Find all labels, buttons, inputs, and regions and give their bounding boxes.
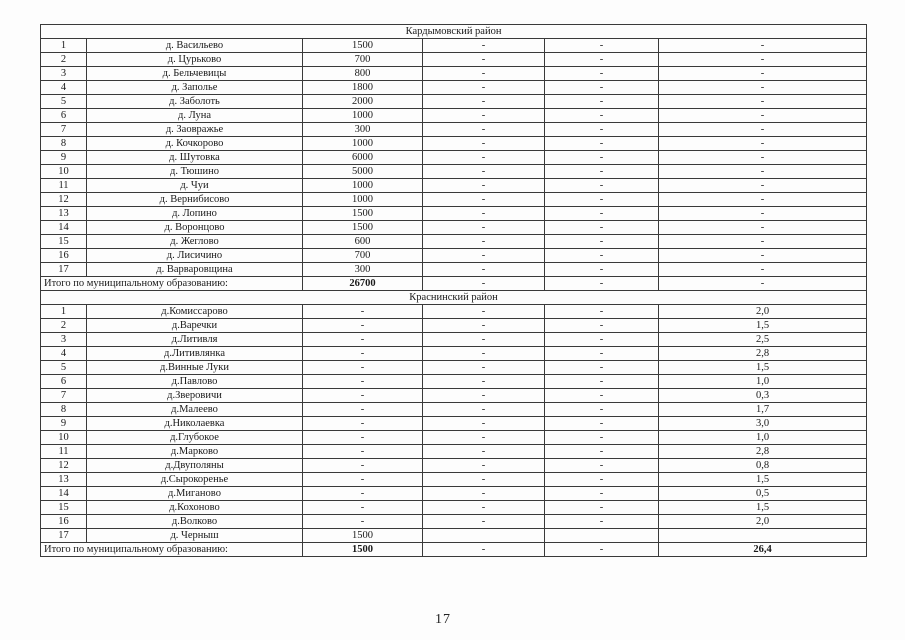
value-cell: - [659, 109, 867, 123]
settlement-name: д. Шутовка [87, 151, 303, 165]
value-cell: - [423, 179, 545, 193]
row-number: 1 [41, 39, 87, 53]
value-cell: - [545, 39, 659, 53]
settlement-name: д. Лопино [87, 207, 303, 221]
table-row [41, 305, 867, 319]
value-cell: - [545, 137, 659, 151]
table-row [41, 347, 867, 361]
table-row [41, 207, 867, 221]
value-cell: - [545, 389, 659, 403]
value-cell: 2,0 [659, 305, 867, 319]
row-number: 5 [41, 361, 87, 375]
settlement-name: д.Двуполяны [87, 459, 303, 473]
settlement-name: д. Васильево [87, 39, 303, 53]
value-cell: 300 [303, 263, 423, 277]
value-cell: - [659, 235, 867, 249]
table-row [41, 459, 867, 473]
value-cell: - [423, 347, 545, 361]
row-number: 13 [41, 473, 87, 487]
value-cell: - [659, 81, 867, 95]
row-number: 7 [41, 389, 87, 403]
settlement-name: д.Литивлянка [87, 347, 303, 361]
row-number: 16 [41, 249, 87, 263]
row-number: 8 [41, 137, 87, 151]
table-row [41, 151, 867, 165]
table-row [41, 123, 867, 137]
row-number: 12 [41, 193, 87, 207]
row-number: 11 [41, 179, 87, 193]
value-cell: 2,8 [659, 445, 867, 459]
table-row [41, 109, 867, 123]
settlement-name: д.Глубокое [87, 431, 303, 445]
value-cell: - [423, 165, 545, 179]
row-number: 17 [41, 529, 87, 543]
value-cell: 1,7 [659, 403, 867, 417]
table-row [41, 137, 867, 151]
table-row [41, 53, 867, 67]
value-cell: - [659, 207, 867, 221]
value-cell: - [545, 179, 659, 193]
value-cell: - [423, 53, 545, 67]
settlement-name: д.Миганово [87, 487, 303, 501]
value-cell: 0,3 [659, 389, 867, 403]
settlement-name: д.Павлово [87, 375, 303, 389]
settlement-name: д. Кочкорово [87, 137, 303, 151]
value-cell: - [545, 417, 659, 431]
value-cell: - [423, 151, 545, 165]
value-cell: - [545, 431, 659, 445]
row-number: 4 [41, 347, 87, 361]
value-cell: - [423, 39, 545, 53]
value-cell: - [423, 403, 545, 417]
value-cell: - [423, 361, 545, 375]
settlement-name: д. Варваровщина [87, 263, 303, 277]
table-row [41, 473, 867, 487]
settlement-name: д. Луна [87, 109, 303, 123]
value-cell: 1,5 [659, 501, 867, 515]
table-row [41, 249, 867, 263]
section-header [41, 25, 867, 39]
settlement-name: д.Комиссарово [87, 305, 303, 319]
settlement-name: д. Воронцово [87, 221, 303, 235]
row-number: 12 [41, 459, 87, 473]
value-cell: - [423, 221, 545, 235]
value-cell [659, 529, 867, 543]
value-cell: - [545, 109, 659, 123]
table-row [41, 389, 867, 403]
value-cell: 1500 [303, 39, 423, 53]
section-header [41, 291, 867, 305]
table-row [41, 403, 867, 417]
row-number: 16 [41, 515, 87, 529]
value-cell: 1500 [303, 221, 423, 235]
row-number: 10 [41, 431, 87, 445]
row-number: 11 [41, 445, 87, 459]
value-cell: - [423, 263, 545, 277]
value-cell: - [545, 459, 659, 473]
table-row [41, 375, 867, 389]
value-cell: 5000 [303, 165, 423, 179]
row-number: 3 [41, 67, 87, 81]
value-cell: - [303, 319, 423, 333]
table-row [41, 235, 867, 249]
value-cell: - [303, 445, 423, 459]
value-cell: 2,8 [659, 347, 867, 361]
row-number: 13 [41, 207, 87, 221]
value-cell: - [545, 347, 659, 361]
settlement-name: д.Зверовичи [87, 389, 303, 403]
value-cell: - [423, 193, 545, 207]
section-title: Кардымовский район [41, 25, 867, 39]
value-cell: - [545, 319, 659, 333]
value-cell: - [423, 67, 545, 81]
table-row [41, 361, 867, 375]
value-cell: - [423, 235, 545, 249]
value-cell [545, 529, 659, 543]
table-row [41, 165, 867, 179]
value-cell: - [545, 151, 659, 165]
table-row [41, 529, 867, 543]
row-number: 2 [41, 319, 87, 333]
total-value: 26700 [303, 277, 423, 291]
settlement-name: д. Лисичино [87, 249, 303, 263]
value-cell: 1500 [303, 207, 423, 221]
settlement-name: д.Варечки [87, 319, 303, 333]
value-cell: - [545, 53, 659, 67]
settlement-name: д. Заполье [87, 81, 303, 95]
value-cell: - [303, 361, 423, 375]
row-number: 17 [41, 263, 87, 277]
value-cell: - [423, 487, 545, 501]
value-cell [423, 529, 545, 543]
value-cell: - [423, 137, 545, 151]
row-number: 9 [41, 151, 87, 165]
row-number: 10 [41, 165, 87, 179]
value-cell: - [303, 403, 423, 417]
value-cell: 300 [303, 123, 423, 137]
value-cell: - [659, 123, 867, 137]
row-number: 15 [41, 501, 87, 515]
total-value: - [545, 277, 659, 291]
value-cell: 1800 [303, 81, 423, 95]
value-cell: - [659, 193, 867, 207]
value-cell: - [545, 263, 659, 277]
value-cell: - [545, 305, 659, 319]
value-cell: - [659, 249, 867, 263]
value-cell: - [545, 501, 659, 515]
value-cell: 1000 [303, 179, 423, 193]
value-cell: 1,5 [659, 473, 867, 487]
table-row [41, 179, 867, 193]
value-cell: - [545, 207, 659, 221]
total-row [41, 543, 867, 557]
table-row [41, 515, 867, 529]
value-cell: - [545, 67, 659, 81]
value-cell: 600 [303, 235, 423, 249]
value-cell: 1,0 [659, 375, 867, 389]
value-cell: - [545, 333, 659, 347]
value-cell: - [303, 417, 423, 431]
value-cell: - [303, 375, 423, 389]
value-cell: 1000 [303, 137, 423, 151]
value-cell: - [659, 179, 867, 193]
value-cell: - [545, 249, 659, 263]
value-cell: - [423, 445, 545, 459]
value-cell: - [545, 193, 659, 207]
settlement-name: д.Кохоново [87, 501, 303, 515]
table-row [41, 417, 867, 431]
value-cell: - [303, 487, 423, 501]
row-number: 8 [41, 403, 87, 417]
value-cell: - [545, 81, 659, 95]
value-cell: 700 [303, 249, 423, 263]
row-number: 14 [41, 487, 87, 501]
value-cell: - [423, 501, 545, 515]
settlement-name: д. Цурьково [87, 53, 303, 67]
value-cell: - [545, 375, 659, 389]
value-cell: - [545, 361, 659, 375]
value-cell: - [545, 165, 659, 179]
value-cell: - [303, 305, 423, 319]
value-cell: - [545, 235, 659, 249]
settlement-name: д. Заболоть [87, 95, 303, 109]
value-cell: 1,5 [659, 319, 867, 333]
value-cell: 1,0 [659, 431, 867, 445]
settlement-name: д.Сырокоренье [87, 473, 303, 487]
value-cell: - [423, 81, 545, 95]
value-cell: - [423, 95, 545, 109]
settlement-name: д. Бельчевицы [87, 67, 303, 81]
settlement-name: д. Тюшино [87, 165, 303, 179]
value-cell: - [423, 375, 545, 389]
total-value: - [423, 543, 545, 557]
value-cell: - [423, 319, 545, 333]
value-cell: - [659, 263, 867, 277]
value-cell: - [659, 151, 867, 165]
settlement-name: д.Волково [87, 515, 303, 529]
table-row [41, 319, 867, 333]
value-cell: - [423, 249, 545, 263]
settlement-name: д.Литивля [87, 333, 303, 347]
settlement-name: д.Николаевка [87, 417, 303, 431]
table-row [41, 263, 867, 277]
value-cell: - [303, 389, 423, 403]
row-number: 14 [41, 221, 87, 235]
value-cell: - [545, 95, 659, 109]
settlement-name: д.Марково [87, 445, 303, 459]
value-cell: - [423, 473, 545, 487]
value-cell: - [423, 515, 545, 529]
value-cell: 700 [303, 53, 423, 67]
value-cell: - [423, 123, 545, 137]
settlements-table [40, 24, 867, 557]
value-cell: - [303, 473, 423, 487]
value-cell: - [659, 221, 867, 235]
value-cell: - [659, 137, 867, 151]
table-row [41, 81, 867, 95]
value-cell: 800 [303, 67, 423, 81]
value-cell: - [423, 389, 545, 403]
total-value: - [659, 277, 867, 291]
row-number: 1 [41, 305, 87, 319]
value-cell: 0,5 [659, 487, 867, 501]
value-cell: - [659, 53, 867, 67]
value-cell: 2,5 [659, 333, 867, 347]
row-number: 4 [41, 81, 87, 95]
table-row [41, 431, 867, 445]
value-cell: - [423, 333, 545, 347]
total-value: - [423, 277, 545, 291]
table-row [41, 221, 867, 235]
value-cell: - [423, 305, 545, 319]
value-cell: - [545, 221, 659, 235]
settlement-name: д. Вернибисово [87, 193, 303, 207]
settlement-name: д. Черныш [87, 529, 303, 543]
value-cell: - [303, 459, 423, 473]
value-cell: - [423, 109, 545, 123]
value-cell: - [545, 515, 659, 529]
value-cell: - [423, 207, 545, 221]
section-title: Краснинский район [41, 291, 867, 305]
value-cell: 1,5 [659, 361, 867, 375]
row-number: 5 [41, 95, 87, 109]
value-cell: - [659, 165, 867, 179]
value-cell: - [545, 473, 659, 487]
table-row [41, 333, 867, 347]
value-cell: 1000 [303, 193, 423, 207]
value-cell: - [303, 501, 423, 515]
table-row [41, 193, 867, 207]
page-number: 17 [435, 612, 451, 627]
value-cell: - [423, 417, 545, 431]
settlement-name: д.Малеево [87, 403, 303, 417]
total-label: Итого по муниципальному образованию: [41, 277, 303, 291]
value-cell: - [303, 515, 423, 529]
total-value: 26,4 [659, 543, 867, 557]
value-cell: - [423, 459, 545, 473]
value-cell: - [659, 67, 867, 81]
table-row [41, 39, 867, 53]
value-cell: - [303, 431, 423, 445]
table-row [41, 501, 867, 515]
value-cell: 1000 [303, 109, 423, 123]
value-cell: 6000 [303, 151, 423, 165]
value-cell: 2,0 [659, 515, 867, 529]
value-cell: - [545, 445, 659, 459]
value-cell: - [545, 403, 659, 417]
value-cell: 1500 [303, 529, 423, 543]
value-cell: 0,8 [659, 459, 867, 473]
value-cell: 3,0 [659, 417, 867, 431]
row-number: 6 [41, 109, 87, 123]
row-number: 9 [41, 417, 87, 431]
settlement-name: д. Чуи [87, 179, 303, 193]
table-row [41, 487, 867, 501]
row-number: 7 [41, 123, 87, 137]
settlement-name: д. Заовражье [87, 123, 303, 137]
row-number: 15 [41, 235, 87, 249]
value-cell: - [303, 333, 423, 347]
row-number: 6 [41, 375, 87, 389]
value-cell: - [545, 487, 659, 501]
value-cell: - [659, 95, 867, 109]
row-number: 2 [41, 53, 87, 67]
total-label: Итого по муниципальному образованию: [41, 543, 303, 557]
row-number: 3 [41, 333, 87, 347]
value-cell: - [423, 431, 545, 445]
value-cell: - [545, 123, 659, 137]
value-cell: - [303, 347, 423, 361]
value-cell: 2000 [303, 95, 423, 109]
total-value: - [545, 543, 659, 557]
settlement-name: д. Жеглово [87, 235, 303, 249]
total-row [41, 277, 867, 291]
total-value: 1500 [303, 543, 423, 557]
settlement-name: д.Винные Луки [87, 361, 303, 375]
table-row [41, 445, 867, 459]
value-cell: - [659, 39, 867, 53]
table-row [41, 95, 867, 109]
table-row [41, 67, 867, 81]
